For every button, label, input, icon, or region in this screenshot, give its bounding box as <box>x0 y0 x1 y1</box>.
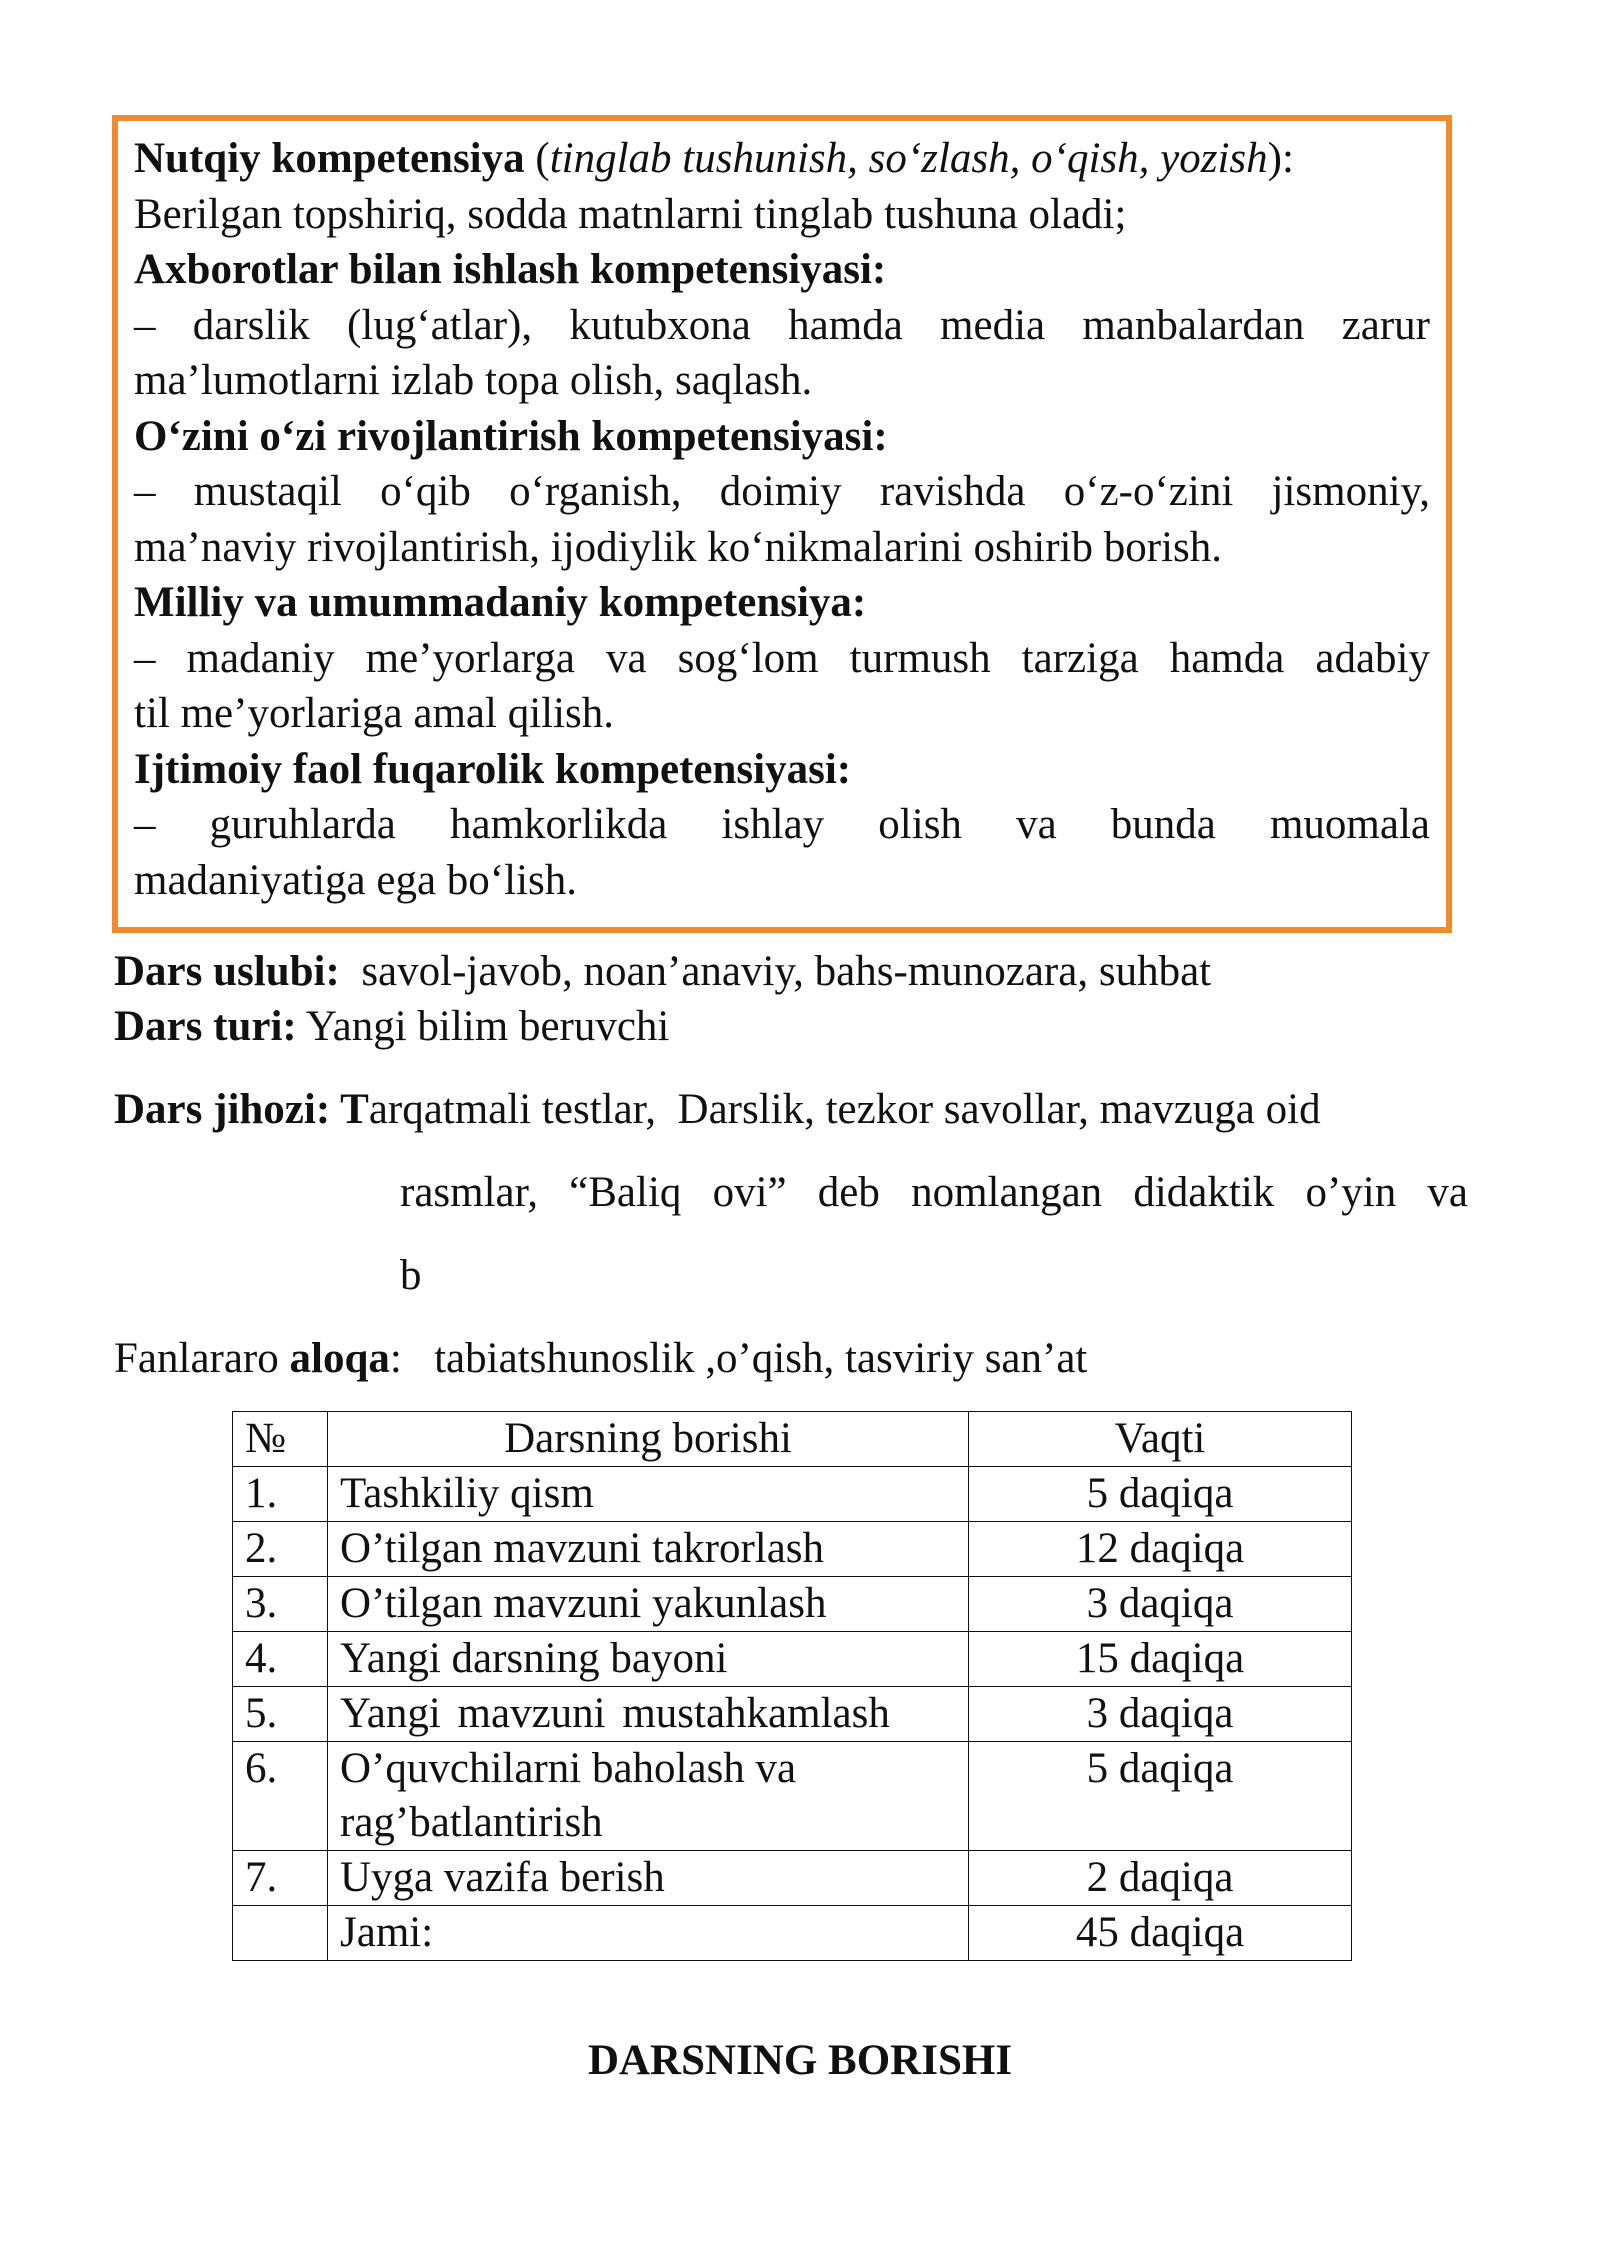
row-time: 12 daqiqa <box>969 1522 1352 1577</box>
table-row <box>233 1851 1352 1906</box>
row-step: Jami: <box>328 1906 969 1961</box>
dars-uslubi-value: savol-javob, noan’anaviy, bahs-munozara, suhbat <box>339 948 1212 995</box>
row-number: 2. <box>233 1522 328 1577</box>
row-time: 3 daqiqa <box>969 1577 1352 1632</box>
row-step: O’tilgan mavzuni yakunlash <box>328 1577 969 1632</box>
table-row <box>233 1467 1352 1522</box>
row-step: Tashkiliy qism <box>328 1467 969 1522</box>
table-row <box>233 1742 1352 1851</box>
nutqiy-title: Nutqiy kompetensiya <box>134 135 525 182</box>
header-number: № <box>233 1412 328 1467</box>
ijtimoiy-line1: – guruhlarda hamkorlikda ishlay olish va bunda muomala <box>134 801 1430 848</box>
nutqiy-heading <box>134 131 1430 187</box>
row-step: Yangi mavzuni mustahkamlash <box>328 1687 969 1742</box>
table-header-row <box>233 1412 1352 1467</box>
ijtimoiy-line2: madaniyatiga ega bo‘lish. <box>134 856 577 904</box>
dars-uslubi <box>114 944 1211 999</box>
dars-jihozi-line1: arqatmali testlar, Darslik, tezkor savollar, mavzuga oid <box>368 1086 1321 1133</box>
milliy-line2: til me’yorlariga amal qilish. <box>134 690 615 737</box>
fanlararo-value: : tabiatshunoslik ,o’qish, tasviriy san’at <box>389 1335 1088 1382</box>
dars-turi-value: Yangi bilim beruvchi <box>296 1003 670 1050</box>
milliy-line1: – madaniy me’yorlarga va sog‘lom turmush tarziga hamda adabiy <box>134 634 1430 682</box>
dars-jihozi <box>114 1082 1468 1137</box>
dars-uslubi-label: Dars uslubi: <box>114 948 340 995</box>
table-row <box>233 1632 1352 1687</box>
ozini-title: O‘zini o‘zi rivojlantirish kompetensiyasi: <box>134 412 888 460</box>
row-time: 2 daqiqa <box>969 1851 1352 1906</box>
table-row <box>233 1687 1352 1742</box>
fanlararo-label: Fanlararo <box>114 1335 290 1382</box>
row-number: 5. <box>233 1687 328 1742</box>
row-step: O’quvchilarni baholash va rag’batlantirish <box>328 1742 969 1851</box>
axborot-title: Axborotlar bilan ishlash kompetensiyasi: <box>134 246 887 293</box>
axborot-line2: ma’lumotlarni izlab topa olish, saqlash. <box>134 357 813 404</box>
row-number: 3. <box>233 1577 328 1632</box>
table-row-total <box>233 1906 1352 1961</box>
section-title: DARSNING BORISHI <box>587 2037 1013 2084</box>
row-step: Yangi darsning bayoni <box>328 1632 969 1687</box>
open-paren: ( <box>524 135 550 182</box>
row-time: 5 daqiqa <box>969 1467 1352 1522</box>
ozini-line1: – mustaqil o‘qib o‘rganish, doimiy ravishda o‘z-o‘zini jismoniy, <box>134 468 1430 515</box>
axborot-line1: – darslik (lug‘atlar), kutubxona hamda media manbalardan zarur <box>134 301 1430 349</box>
row-number: 4. <box>233 1632 328 1687</box>
table-row <box>233 1522 1352 1577</box>
competencies-box <box>112 115 1452 933</box>
ozini-line2: ma’naviy rivojlantirish, ijodiylik ko‘nikmalarini oshirib borish. <box>134 523 1222 571</box>
row-time: 3 daqiqa <box>969 1687 1352 1742</box>
dars-jihozi-label: Dars jihozi: T <box>114 1086 369 1133</box>
row-number: 1. <box>233 1467 328 1522</box>
row-time: 5 daqiqa <box>969 1742 1352 1851</box>
ijtimoiy-title: Ijtimoiy faol fuqarolik kompetensiyasi: <box>134 745 852 793</box>
row-number: 7. <box>233 1851 328 1906</box>
lesson-plan-table <box>232 1411 1352 1961</box>
fanlararo-bold: aloqa <box>289 1335 390 1382</box>
row-time: 15 daqiqa <box>969 1632 1352 1687</box>
table-row <box>233 1577 1352 1632</box>
row-step: Uyga vazifa berish <box>328 1851 969 1906</box>
row-time: 45 daqiqa <box>969 1906 1352 1961</box>
header-time: Vaqti <box>969 1412 1352 1467</box>
nutqiy-subtitle: tinglab tushunish, so‘zlash, o‘qish, yozish <box>549 135 1268 182</box>
row-number: 6. <box>233 1742 328 1851</box>
dars-turi <box>114 999 669 1054</box>
dars-jihozi-line2: rasmlar, “Baliq ovi” deb nomlangan didaktik o’yin va <box>400 1169 1468 1216</box>
row-number <box>233 1906 328 1961</box>
fanlararo-aloqa <box>114 1331 1087 1386</box>
dars-turi-label: Dars turi: <box>114 1003 297 1050</box>
close-paren: ): <box>1267 135 1294 182</box>
header-step: Darsning borishi <box>328 1412 969 1467</box>
milliy-title: Milliy va umummadaniy kompetensiya: <box>134 579 867 626</box>
nutqiy-text: Berilgan topshiriq, sodda matnlarni tinglab tushuna oladi; <box>134 190 1127 238</box>
row-step: O’tilgan mavzuni takrorlash <box>328 1522 969 1577</box>
dars-jihozi-line3: b <box>400 1252 422 1299</box>
